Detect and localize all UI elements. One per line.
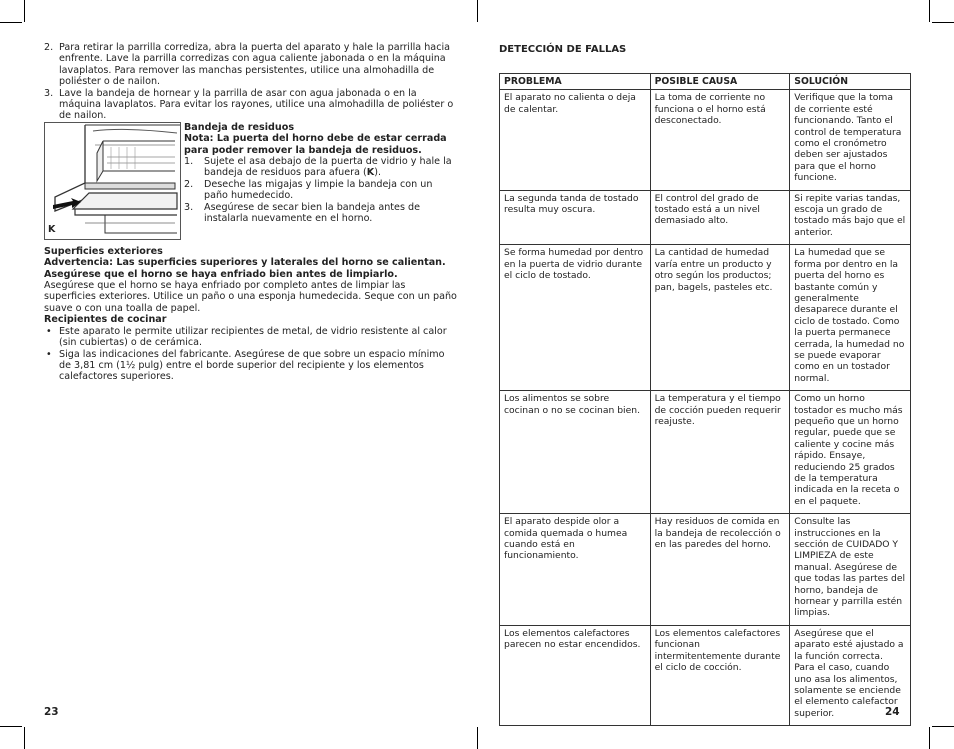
cause-cell: La toma de corriente no funciona o el horno está desconectado.: [650, 90, 790, 190]
cleaning-steps: [44, 42, 458, 122]
problem-cell: Los alimentos se sobre cocinan o no se cocinan bien.: [500, 391, 651, 514]
step-number: 3.: [44, 87, 54, 99]
column-header: POSIBLE CAUSA: [650, 74, 790, 90]
solution-cell: Consulte las instrucciones en la sección de CUIDADO Y LIMPIEZA de este manual. Asegúrese de que todas las partes del horno, bandeja de hornear y parrilla estén limpias.: [790, 514, 911, 626]
problem-cell: Se forma humedad por dentro en la puerta de vidrio durante el ciclo de tostado.: [500, 245, 651, 391]
cause-cell: El control del grado de tostado está a un nivel demasiado alto.: [650, 190, 790, 245]
crop-mark-tr-v: [929, 0, 930, 22]
crop-mark-tl-h: [0, 22, 22, 23]
step-text-bold: K: [366, 167, 375, 179]
containers-section: [44, 314, 458, 382]
problem-cell: El aparato despide olor a comida quemada o humea cuando está en funcionamiento.: [500, 514, 651, 626]
list-item-text: Este aparato le permite utilizar recipientes de metal, de vidrio resistente al calor (sin cubiertas) o de cerámica.: [59, 325, 447, 349]
crumb-tray-step: [184, 179, 458, 202]
solution-cell: Asegúrese que el aparato esté ajustado a la función correcta. Para el caso, cuando uno asa los alimentos, solamente se enciende el elemento calefactor superior.: [790, 625, 911, 725]
table-row: [500, 245, 911, 391]
solution-cell: La humedad que se forma por dentro en la puerta del horno es bastante común y generalmente desaparece durante el ciclo de tostado. Como la puerta permanece cerrada, la humedad no se puede evaporar como en un tostador normal.: [790, 245, 911, 391]
step-text-before: Sujete el asa debajo de la puerta de vidrio y hale la bandeja de residuos para afuera (: [204, 156, 452, 179]
table-row: [500, 90, 911, 190]
step-text: Asegúrese de secar bien la bandeja antes de instalarla nuevamente en el horno.: [204, 201, 420, 225]
page-number-left: 23: [44, 706, 59, 718]
crumb-tray-step: [184, 156, 458, 179]
table-header-row: [500, 74, 911, 90]
table-row: [500, 190, 911, 245]
step-number: 2.: [184, 178, 194, 190]
bullet: •: [46, 348, 52, 360]
cause-cell: La temperatura y el tiempo de cocción pueden requerir reajuste.: [650, 391, 790, 514]
crop-mark-br-v: [929, 727, 930, 749]
crop-mark-tr-h: [932, 22, 954, 23]
table-row: [500, 391, 911, 514]
crop-mark-center-top: [477, 0, 478, 22]
exterior-warning: Advertencia: Las superficies superiores y laterales del horno se calientan. Asegúrese que el horno se haya enfriado bien antes de limpiarlo.: [44, 257, 446, 280]
crumb-tray-illustration: [44, 122, 181, 240]
list-item: [44, 326, 458, 349]
crumb-tray-section: [44, 122, 458, 246]
step-text: Para retirar la parrilla corrediza, abra la puerta del aparato y hale la parrilla hacia enfrente. Lave la parrilla corredizas con agua caliente jabonada o en la máquina lavaplatos. Para remover las manchas persistentes, utilice una almohadilla de poliéster o de nailon.: [59, 42, 451, 88]
column-header: SOLUCIÓN: [790, 74, 911, 90]
containers-list: [44, 326, 458, 383]
figure-label: K: [48, 224, 56, 236]
solution-cell: Verifique que la toma de corriente esté funcionando. Tanto el control de temperatura como el cronómetro deben ser ajustados para que el horno funcione.: [790, 90, 911, 190]
page-number-right: 24: [885, 706, 900, 718]
crumb-tray-title: Bandeja de residuos: [184, 121, 295, 133]
crop-mark-center-bottom: [477, 727, 478, 749]
left-page: [44, 42, 458, 383]
oven-tray-drawing: [45, 123, 180, 239]
problem-cell: El aparato no calienta o deja de calentar.: [500, 90, 651, 190]
crumb-tray-step: [184, 202, 458, 225]
problem-cell: Los elementos calefactores parecen no estar encendidos.: [500, 625, 651, 725]
crop-mark-br-h: [932, 726, 954, 727]
exterior-section: [44, 246, 458, 314]
cleaning-step: [44, 88, 458, 122]
step-number: 3.: [184, 201, 194, 213]
cleaning-step: [44, 42, 458, 88]
crop-mark-bl-v: [24, 727, 25, 749]
table-row: [500, 514, 911, 626]
cause-cell: La cantidad de humedad varía entre un producto y otro según los productos; pan, bagels, pasteles etc.: [650, 245, 790, 391]
bullet: •: [46, 325, 52, 337]
crumb-tray-note: Nota: La puerta del horno debe de estar cerrada para poder remover la bandeja de residuos.: [184, 133, 447, 156]
table-row: [500, 625, 911, 725]
list-item-text: Siga las indicaciones del fabricante. Asegúrese de que sobre un espacio mínimo de 3,81 cm (1½ pulg) entre el borde superior del recipiente y los elementos calefactores superiores.: [59, 348, 445, 383]
containers-title: Recipientes de cocinar: [44, 314, 167, 326]
cause-cell: Hay residuos de comida en la bandeja de recolección o en las paredes del horno.: [650, 514, 790, 626]
crop-mark-tl-v: [24, 0, 25, 22]
troubleshooting-title: DETECCIÓN DE FALLAS: [499, 44, 627, 55]
step-number: 2.: [44, 42, 54, 53]
step-text-after: ).: [374, 167, 381, 179]
list-item: [44, 349, 458, 383]
column-header: PROBLEMA: [500, 74, 651, 90]
exterior-text: Asegúrese que el horno se haya enfriado por completo antes de limpiar las superficies exteriores. Utilice un paño o una esponja humedecida. Seque con un paño suave o con una toalla de papel.: [44, 280, 457, 314]
problem-cell: La segunda tanda de tostado resulta muy oscura.: [500, 190, 651, 245]
troubleshooting-table: [499, 73, 911, 726]
step-number: 1.: [184, 156, 194, 168]
solution-cell: Como un horno tostador es mucho más pequeño que un horno regular, puede que se caliente y cocine más rápido. Ensaye, reduciendo 25 grados de la temperatura indicada en la receta o en el paquete.: [790, 391, 911, 514]
step-text: Deseche las migajas y limpie la bandeja con un paño humedecido.: [204, 178, 433, 202]
cause-cell: Los elementos calefactores funcionan intermitentemente durante el ciclo de cocción.: [650, 625, 790, 725]
exterior-title: Superficies exteriores: [44, 245, 163, 257]
crumb-tray-text: [184, 122, 458, 225]
solution-cell: Si repite varias tandas, escoja un grado de tostado más bajo que el anterior.: [790, 190, 911, 245]
step-text: Lave la bandeja de hornear y la parrilla de asar con agua jabonada o en la máquina lavaplatos. Para evitar los rayones, utilice una almohadilla de poliéster o de nailon.: [59, 87, 454, 122]
crop-mark-bl-h: [0, 726, 22, 727]
